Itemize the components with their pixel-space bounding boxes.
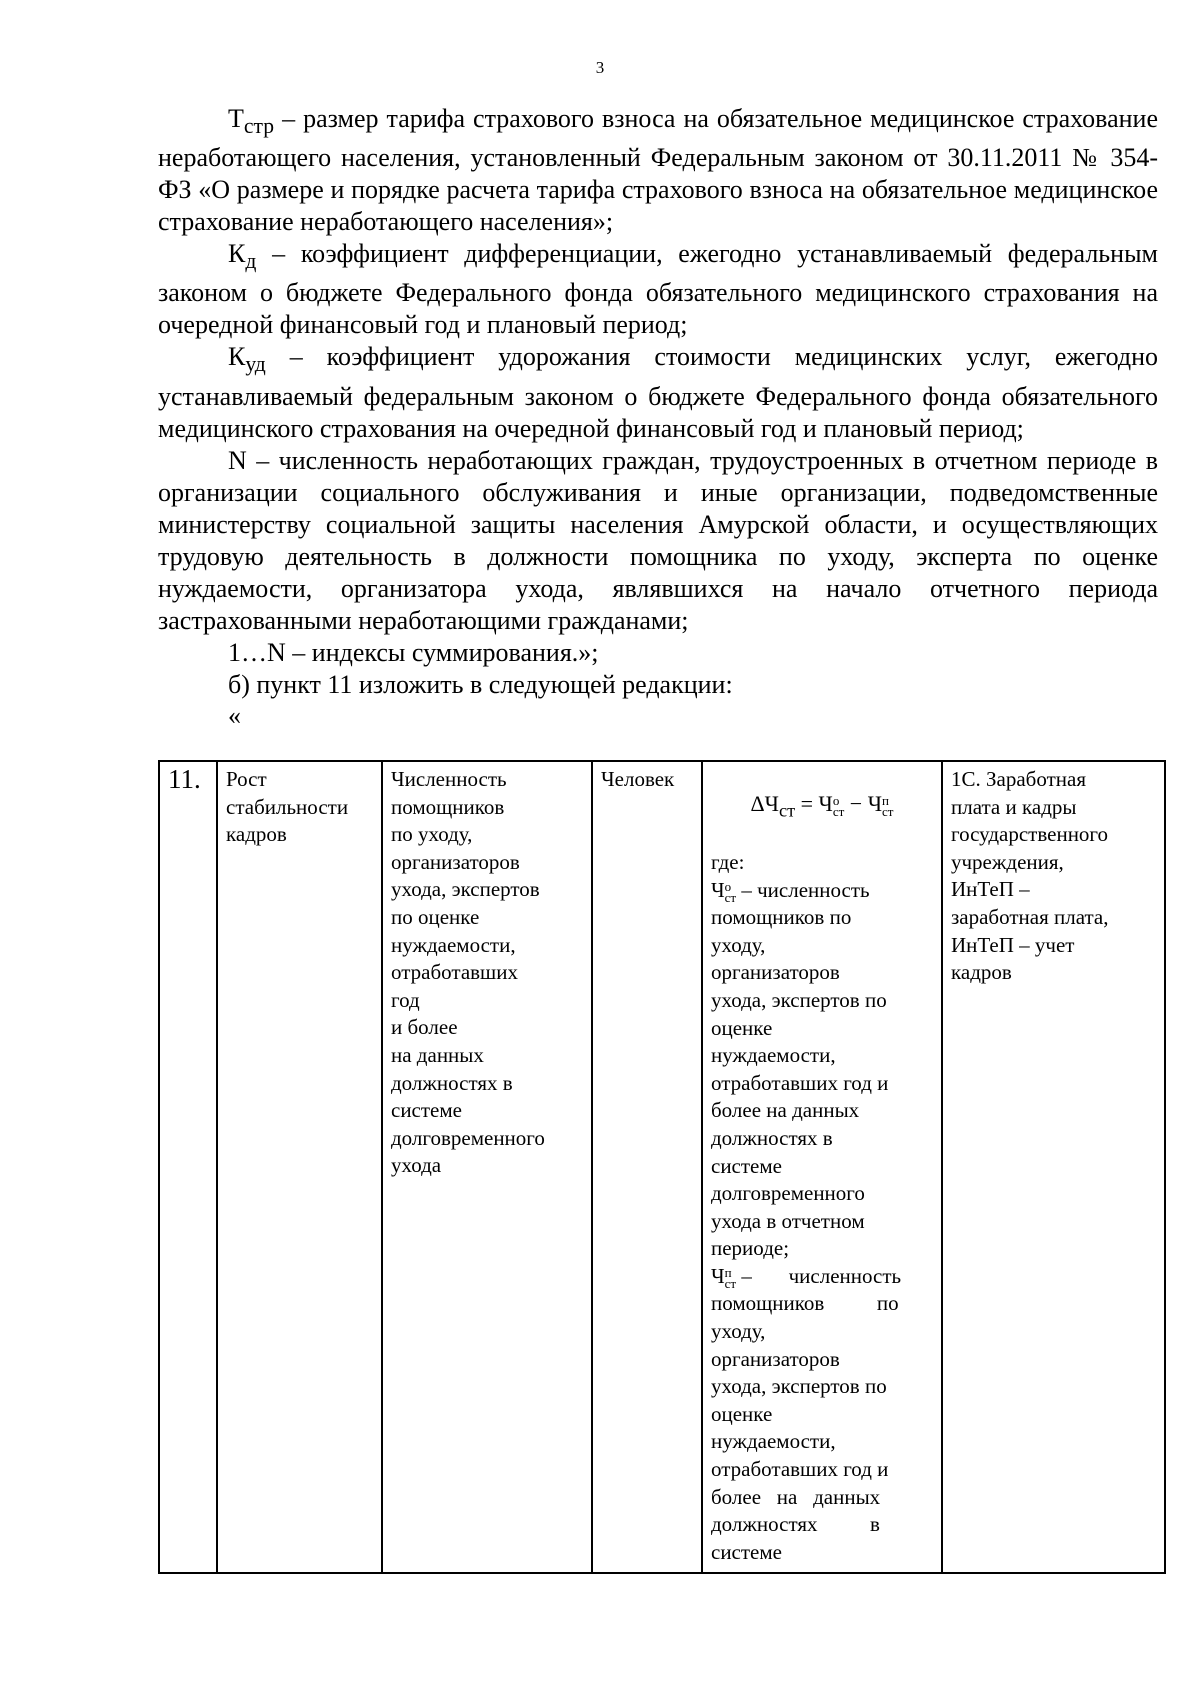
definition-1-line: уходу,	[711, 932, 766, 957]
description-line: организаторов	[391, 849, 520, 874]
description-line: должностях в	[391, 1070, 513, 1095]
formula	[711, 790, 933, 825]
source-line: учреждения,	[951, 849, 1064, 874]
kud-symbol: К	[228, 342, 246, 372]
unit-cell: Человек	[592, 761, 702, 1573]
source-cell	[942, 761, 1165, 1573]
source-line: заработная плата,	[951, 904, 1109, 929]
definition-1-line: ухода, экспертов по	[711, 987, 887, 1012]
definition-1-line: помощников по	[711, 905, 852, 930]
indicator-table	[158, 760, 1166, 1574]
description-line: год	[391, 987, 420, 1012]
definition-1-line: организаторов	[711, 960, 840, 985]
description-line: и более	[391, 1015, 458, 1040]
description-line: по уходу,	[391, 822, 473, 847]
formula-index-p: п ст	[882, 792, 894, 819]
document-body	[158, 103, 1158, 731]
description-line: нуждаемости,	[391, 932, 516, 957]
definition-2-line: более на данных	[711, 1484, 881, 1509]
source-line: ИнТеП –	[951, 877, 1030, 902]
definition-1-line: ухода в отчетном	[711, 1208, 865, 1233]
definition-1-line: системе	[711, 1153, 782, 1178]
definition-1-line: оценке	[711, 1015, 773, 1040]
quote-open: «	[228, 700, 241, 730]
definition-1-line: периоде;	[711, 1236, 790, 1261]
paragraph-tariff	[158, 103, 1158, 238]
source-line: плата и кадры	[951, 794, 1077, 819]
source-line: ИнТеП – учет	[951, 932, 1075, 957]
paragraph-kd	[158, 238, 1158, 341]
definition-1-line: отработавших год и	[711, 1070, 889, 1095]
definition-2-line: помощников по	[711, 1291, 899, 1316]
kd-text: – коэффициент дифференциации, ежегодно устанавливаемый федеральным законом о бюджете Федерального фонда обязательного медицинского страхования на очередной финансовый год и плановый период;	[158, 239, 1158, 340]
formula-ch-o: Ч	[818, 791, 833, 816]
formula-minus: −	[844, 791, 868, 816]
definition-1-line: долговременного	[711, 1181, 865, 1206]
definition-2-line: нуждаемости,	[711, 1429, 836, 1454]
description-line: помощников	[391, 794, 505, 819]
row-number: 11.	[159, 761, 217, 1573]
kud-subscript: уд	[245, 352, 266, 377]
source-line: 1С. Заработная	[951, 767, 1086, 791]
tariff-symbol: Т	[228, 104, 244, 133]
description-line: ухода	[391, 1153, 442, 1178]
kud-text: – коэффициент удорожания стоимости медицинских услуг, ежегодно устанавливаемый федеральным законом о бюджете Федерального фонда обязательного медицинского страхования на очередной финансовый год и плановый период;	[158, 342, 1158, 443]
formula-cell	[702, 761, 942, 1573]
definition-2-line: уходу,	[711, 1319, 766, 1344]
definition-2-line: системе	[711, 1539, 782, 1564]
definition-1-first-line: Ч о ст – численность	[711, 877, 870, 905]
paragraph-n	[158, 445, 1158, 637]
definition-2-first-line: Ч п ст – численность	[711, 1263, 902, 1292]
indicator-description-cell	[382, 761, 592, 1573]
indicator-name-line: стабильности	[226, 794, 349, 819]
formula-sub: ст	[778, 800, 796, 821]
definition-1-line: должностях в	[711, 1125, 833, 1150]
definition-1-line: нуждаемости,	[711, 1043, 836, 1068]
description-line: Численность	[391, 767, 507, 791]
paragraph-kud	[158, 341, 1158, 444]
formula-delta: ΔЧ	[750, 791, 779, 816]
description-line: долговременного	[391, 1125, 545, 1150]
kd-subscript: д	[245, 249, 257, 274]
description-line: отработавших	[391, 960, 518, 985]
tariff-text: – размер тарифа страхового взноса на обязательное медицинское страхование неработающего населения, установленный Федеральным законом от 30.11.2011 № 354-ФЗ «О размере и порядке расчета тарифа страхового взноса на обязательное медицинское страхование неработающего населения»;	[158, 104, 1158, 237]
paragraph-index: 1…N – индексы суммирования.»;	[228, 637, 599, 667]
description-line: на данных	[391, 1042, 484, 1067]
formula-index-o: о ст	[832, 792, 845, 819]
indicator-name-line: Рост	[226, 767, 267, 791]
page-number: 3	[595, 58, 605, 77]
description-line: системе	[391, 1098, 462, 1123]
formula-ch-p: Ч	[867, 791, 883, 816]
definition-2-line: должностях в	[711, 1512, 880, 1537]
tariff-subscript: стр	[243, 114, 275, 139]
definition-2-line: ухода, экспертов по	[711, 1374, 887, 1399]
source-line: государственного	[951, 822, 1109, 847]
kd-symbol: К	[228, 239, 246, 269]
definition-1-line: более на данных	[711, 1098, 860, 1123]
definition-2-line: организаторов	[711, 1346, 840, 1371]
indicator-name-line: кадров	[226, 822, 287, 847]
definition-2-line: отработавших год и	[711, 1457, 889, 1482]
table-row	[159, 761, 1165, 1573]
n-text: N – численность неработающих граждан, трудоустроенных в отчетном периоде в организации социального обслуживания и иные организации, подведомственные министерству социальной защиты населения Амурской области, и осуществляющих трудовую деятельность в должности помощника по уходу, эксперта по оценке нуждаемости, организатора ухода, являвшихся на начало отчетного периода застрахованными неработающими гражданами;	[158, 445, 1158, 635]
formula-where: где:	[711, 849, 745, 874]
indicator-name-cell	[217, 761, 382, 1573]
description-line: по оценке	[391, 904, 480, 929]
source-line: кадров	[951, 960, 1012, 985]
description-line: ухода, экспертов	[391, 877, 540, 902]
formula-equals: =	[795, 791, 819, 816]
paragraph-point: б) пункт 11 изложить в следующей редакции:	[228, 669, 733, 699]
definition-2-line: оценке	[711, 1401, 773, 1426]
